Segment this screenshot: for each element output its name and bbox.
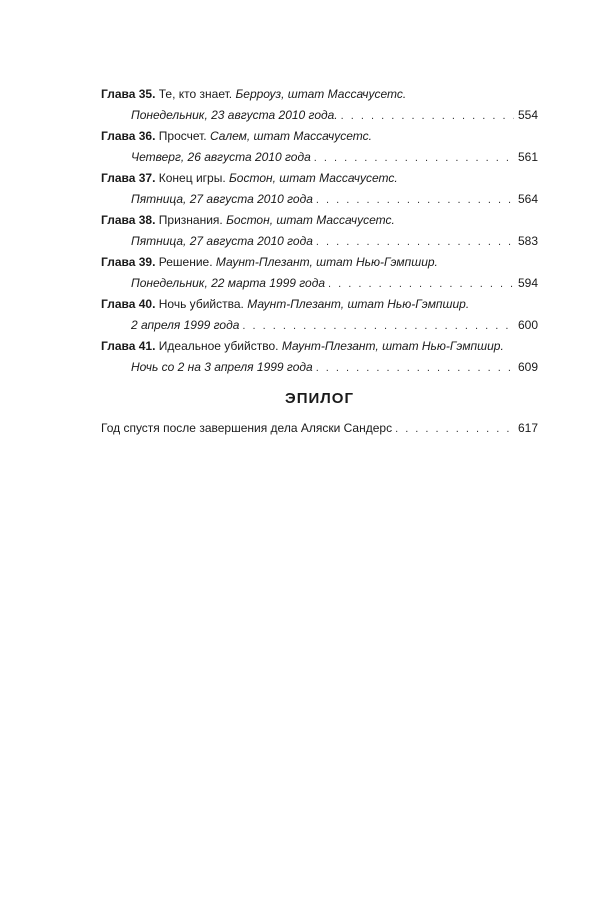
epilogue-title: Год спустя после завершения дела Аляски Сандерс	[101, 421, 393, 435]
chapter-name: Идеальное убийство.	[158, 339, 279, 353]
chapter-label: Глава 39.	[101, 255, 156, 269]
chapter-title	[101, 84, 538, 105]
chapter-date: Ночь со 2 на 3 апреля 1999 года	[131, 360, 313, 374]
chapter-name: Признания.	[158, 213, 223, 227]
chapter-date-line	[101, 315, 538, 336]
chapter-title	[101, 252, 538, 273]
dot-leader	[316, 358, 514, 379]
page-number: 609	[517, 360, 538, 374]
chapter-place: Бостон, штат Массачусетс.	[229, 171, 398, 185]
chapter-name: Решение.	[158, 255, 213, 269]
chapter-place: Маунт-Плезант, штат Нью-Гэмпшир.	[247, 297, 470, 311]
chapter-title	[101, 168, 538, 189]
chapter-place: Бостон, штат Массачусетс.	[226, 213, 395, 227]
page-number: 561	[517, 150, 538, 164]
toc-entry-chapter-39	[101, 252, 538, 294]
chapter-place: Маунт-Плезант, штат Нью-Гэмпшир.	[281, 339, 504, 353]
page-number: 583	[517, 234, 538, 248]
chapter-label: Глава 36.	[101, 129, 156, 143]
dot-leader	[395, 419, 514, 440]
chapter-date-line	[101, 189, 538, 210]
dot-leader	[341, 106, 514, 127]
dot-leader	[316, 190, 514, 211]
chapter-name: Просчет.	[158, 129, 207, 143]
toc-entry-chapter-41	[101, 336, 538, 378]
page-number: 594	[517, 276, 538, 290]
dot-leader	[316, 232, 514, 253]
chapter-name: Ночь убийства.	[158, 297, 244, 311]
toc-entry-chapter-36	[101, 126, 538, 168]
page-number: 600	[517, 318, 538, 332]
chapter-date-line	[101, 357, 538, 378]
chapter-date-line	[101, 231, 538, 252]
chapter-date: Четверг, 26 августа 2010 года	[131, 150, 311, 164]
dot-leader	[242, 316, 514, 337]
chapter-date-line	[101, 273, 538, 294]
chapter-title	[101, 336, 538, 357]
toc-entry-epilogue	[101, 418, 538, 439]
chapter-date-line	[101, 147, 538, 168]
chapter-title	[101, 126, 538, 147]
chapter-label: Глава 40.	[101, 297, 156, 311]
chapter-name: Те, кто знает.	[158, 87, 233, 101]
chapter-date: Пятница, 27 августа 2010 года	[131, 234, 313, 248]
table-of-contents	[101, 84, 538, 439]
page-number: 617	[517, 421, 538, 435]
chapter-label: Глава 38.	[101, 213, 156, 227]
chapter-label: Глава 41.	[101, 339, 156, 353]
chapter-date: 2 апреля 1999 года	[131, 318, 240, 332]
chapter-title	[101, 210, 538, 231]
toc-entry-chapter-35	[101, 84, 538, 126]
chapter-place: Салем, штат Массачусетс.	[209, 129, 372, 143]
chapter-place: Маунт-Плезант, штат Нью-Гэмпшир.	[215, 255, 438, 269]
chapter-place: Берроуз, штат Массачусетс.	[235, 87, 407, 101]
chapter-date: Понедельник, 23 августа 2010 года.	[131, 108, 338, 122]
chapter-date: Пятница, 27 августа 2010 года	[131, 192, 313, 206]
toc-entry-chapter-40	[101, 294, 538, 336]
chapter-name: Конец игры.	[158, 171, 226, 185]
chapter-label: Глава 35.	[101, 87, 156, 101]
chapter-date-line	[101, 105, 538, 126]
dot-leader	[314, 148, 514, 169]
chapter-label: Глава 37.	[101, 171, 156, 185]
chapter-date: Понедельник, 22 марта 1999 года	[131, 276, 326, 290]
page-number: 554	[517, 108, 538, 122]
epilogue-heading: ЭПИЛОГ	[285, 390, 354, 407]
page-number: 564	[517, 192, 538, 206]
dot-leader	[328, 274, 514, 295]
toc-entry-chapter-37	[101, 168, 538, 210]
toc-entry-chapter-38	[101, 210, 538, 252]
chapter-title	[101, 294, 538, 315]
